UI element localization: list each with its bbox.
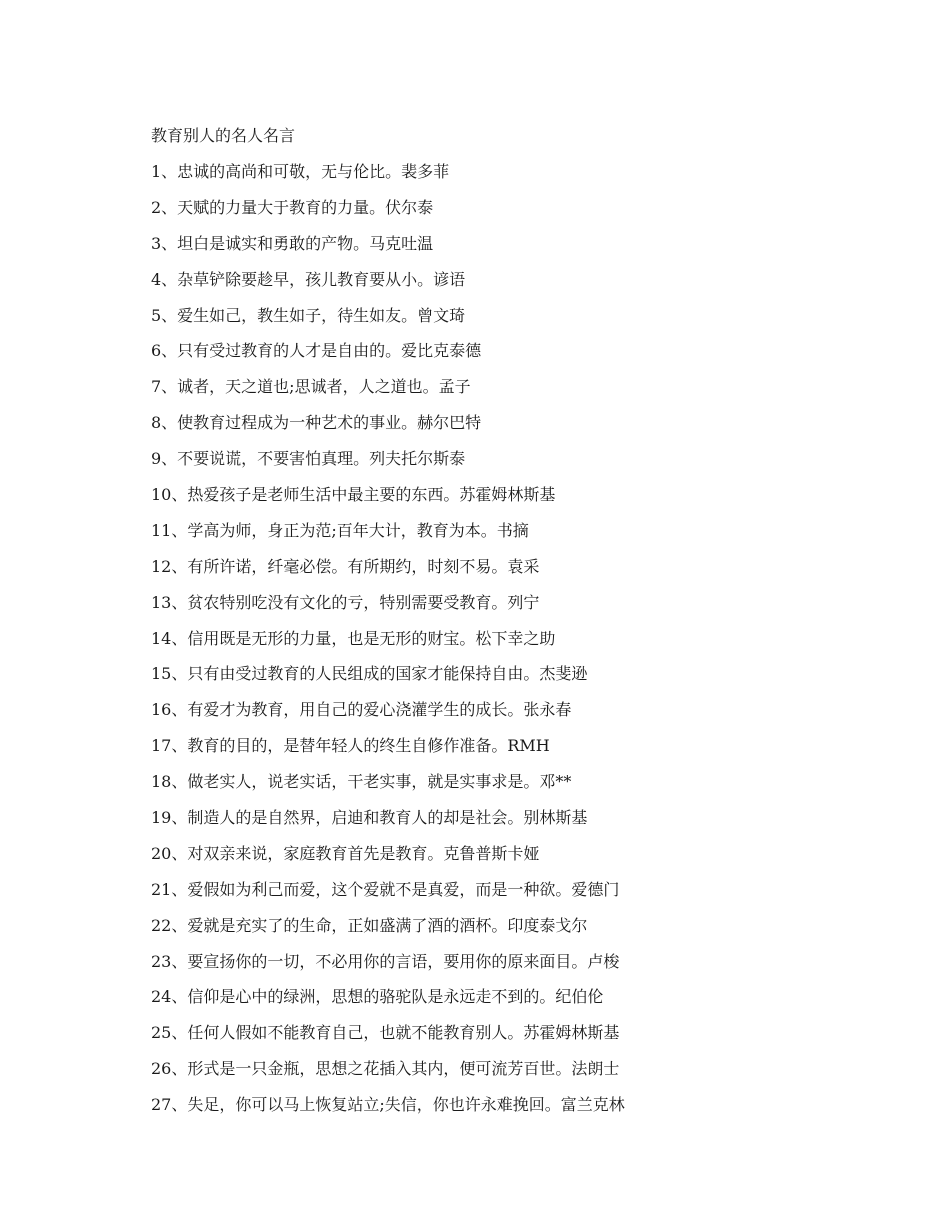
quote-item: 16、有爱才为教育，用自己的爱心浇灌学生的成长。张永春 bbox=[151, 700, 572, 720]
quote-item: 19、制造人的是自然界，启迪和教育人的却是社会。别林斯基 bbox=[151, 808, 588, 828]
quote-item: 2、天赋的力量大于教育的力量。伏尔泰 bbox=[151, 197, 434, 217]
quote-item: 22、爱就是充实了的生命，正如盛满了酒的酒杯。印度泰戈尔 bbox=[151, 915, 588, 935]
quote-item: 11、学高为师，身正为范;百年大计，教育为本。书摘 bbox=[151, 520, 529, 540]
quote-item: 13、贫农特别吃没有文化的亏，特别需要受教育。列宁 bbox=[151, 592, 540, 612]
quote-item: 21、爱假如为利己而爱，这个爱就不是真爱，而是一种欲。爱德门 bbox=[151, 879, 620, 899]
quote-item: 12、有所许诺，纤毫必偿。有所期约，时刻不易。袁采 bbox=[151, 556, 540, 576]
quote-item: 14、信用既是无形的力量，也是无形的财宝。松下幸之助 bbox=[151, 628, 556, 648]
quote-item: 4、杂草铲除要趁早，孩儿教育要从小。谚语 bbox=[151, 269, 466, 289]
quote-item: 20、对双亲来说，家庭教育首先是教育。克鲁普斯卡娅 bbox=[151, 843, 540, 863]
document-title: 教育别人的名人名言 bbox=[151, 126, 296, 145]
quote-item: 9、不要说谎，不要害怕真理。列夫托尔斯泰 bbox=[151, 449, 466, 469]
quote-item: 17、教育的目的，是替年轻人的终生自修作准备。RMH bbox=[151, 736, 550, 756]
quote-item: 23、要宣扬你的一切，不必用你的言语，要用你的原来面目。卢梭 bbox=[151, 951, 620, 971]
quote-item: 18、做老实人，说老实话，干老实事，就是实事求是。邓** bbox=[151, 772, 572, 792]
quote-item: 5、爱生如己，教生如子，待生如友。曾文琦 bbox=[151, 305, 466, 325]
quote-item: 24、信仰是心中的绿洲，思想的骆驼队是永远走不到的。纪伯伦 bbox=[151, 987, 604, 1007]
quote-item: 27、失足，你可以马上恢复站立;失信，你也许永难挽回。富兰克林 bbox=[151, 1095, 625, 1115]
quote-item: 1、忠诚的高尚和可敬，无与伦比。裴多菲 bbox=[151, 162, 450, 181]
quote-item: 8、使教育过程成为一种艺术的事业。赫尔巴特 bbox=[151, 413, 482, 433]
quote-item: 25、任何人假如不能教育自己，也就不能教育别人。苏霍姆林斯基 bbox=[151, 1023, 620, 1043]
quote-item: 10、热爱孩子是老师生活中最主要的东西。苏霍姆林斯基 bbox=[151, 485, 556, 505]
quote-item: 26、形式是一只金瓶，思想之花插入其内，便可流芳百世。法朗士 bbox=[151, 1059, 620, 1079]
quote-item: 3、坦白是诚实和勇敢的产物。马克吐温 bbox=[151, 233, 434, 253]
quote-item: 7、诚者，天之道也;思诚者，人之道也。孟子 bbox=[151, 377, 471, 397]
quote-item: 6、只有受过教育的人才是自由的。爱比克泰德 bbox=[151, 341, 482, 361]
quote-item: 15、只有由受过教育的人民组成的国家才能保持自由。杰斐逊 bbox=[151, 664, 588, 684]
quote-list bbox=[151, 160, 625, 1129]
